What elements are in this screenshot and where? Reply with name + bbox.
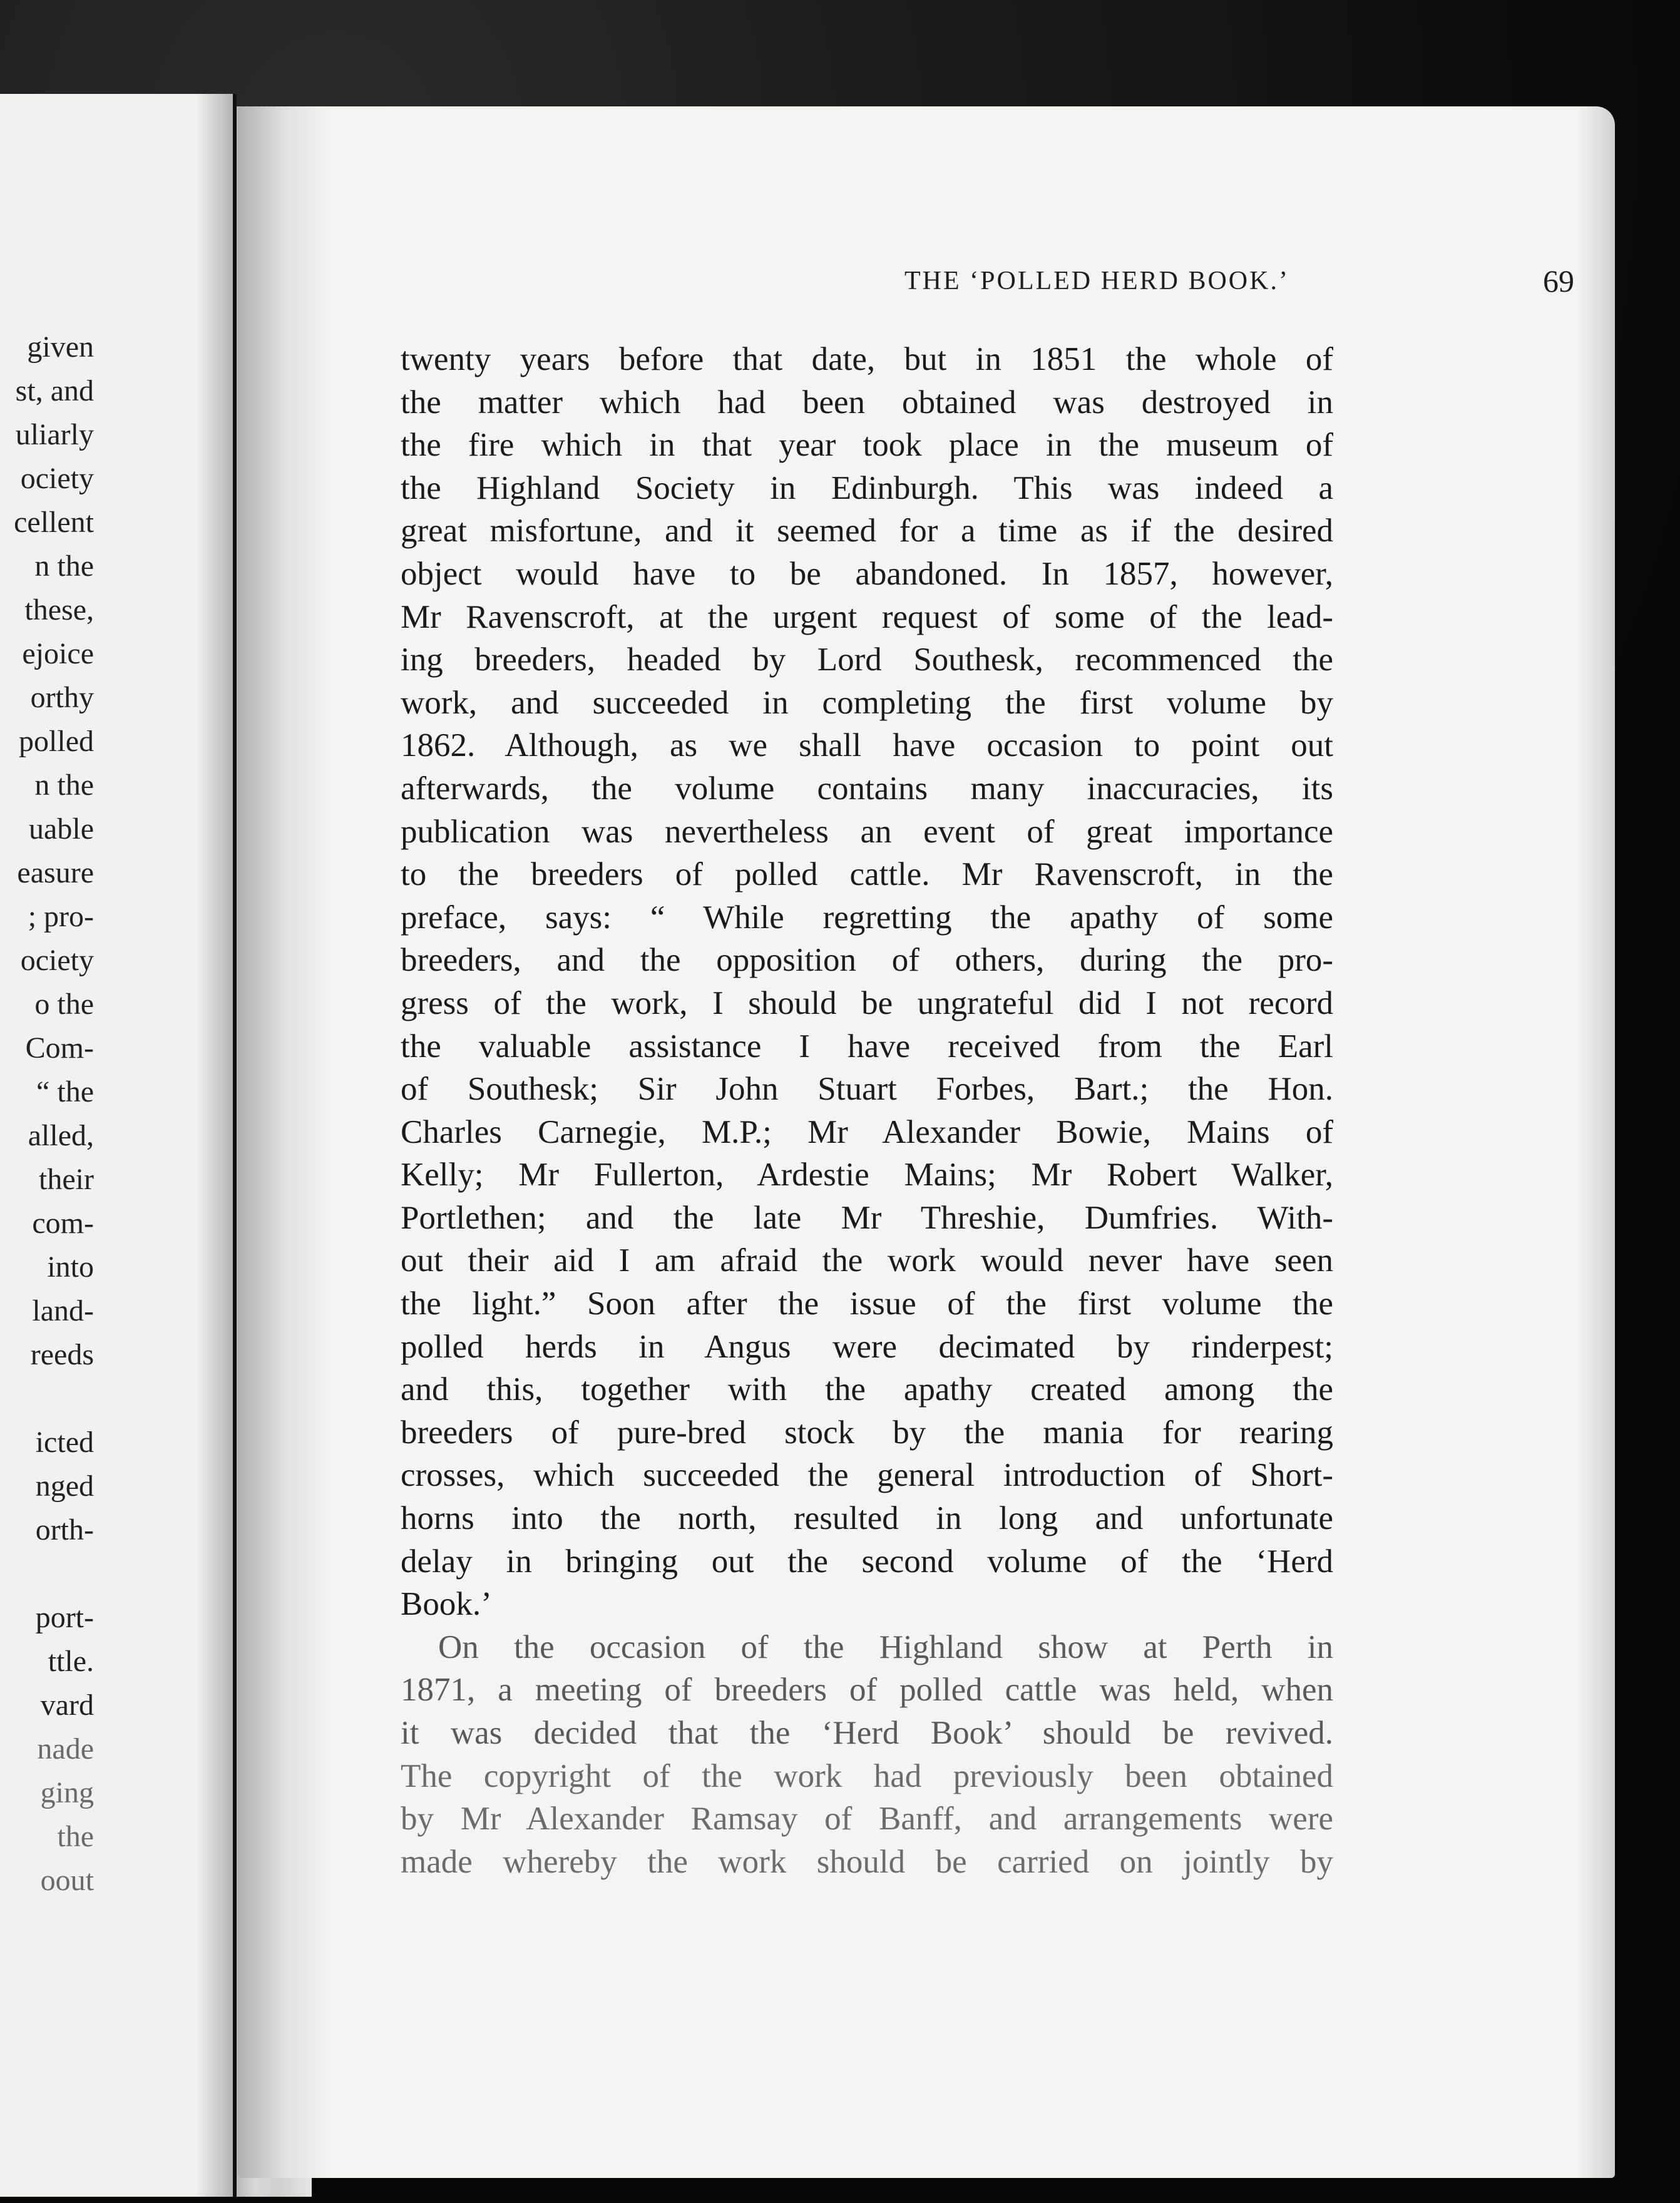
- previous-page-line: ging: [40, 1776, 94, 1809]
- text-line: Book.’: [401, 1586, 492, 1623]
- previous-page-line: [0, 1552, 94, 1596]
- body-text: [401, 338, 1333, 1946]
- text-line: Portlethen; and the late Mr Threshie, Dumfries. With-: [401, 1199, 1333, 1236]
- text-line: 1862. Although, as we shall have occasion to point out: [401, 727, 1333, 764]
- previous-page-line: given: [27, 330, 94, 364]
- text-line: publication was nevertheless an event of great importance: [401, 813, 1333, 850]
- text-line: great misfortune, and it seemed for a time as if the desired: [401, 513, 1333, 549]
- text-line: delay in bringing out the second volume of the ‘Herd: [401, 1543, 1333, 1580]
- text-line: breeders of pure-bred stock by the mania for rearing: [401, 1414, 1333, 1451]
- text-line: made whereby the work should be carried on jointly by: [401, 1843, 1333, 1880]
- current-page-gutter-shade: [238, 106, 332, 2178]
- text-line: out their aid I am afraid the work would never have seen: [401, 1242, 1333, 1279]
- text-line: breeders, and the opposition of others, during the pro-: [401, 942, 1333, 979]
- previous-page-line: icted: [35, 1426, 94, 1459]
- previous-page-line: land-: [32, 1294, 94, 1327]
- text-line: to the breeders of polled cattle. Mr Ravenscroft, in the: [401, 856, 1333, 893]
- previous-page-line: their: [39, 1163, 94, 1196]
- previous-page-line: n the: [34, 769, 94, 802]
- previous-page-line: orth-: [35, 1513, 94, 1546]
- text-line: preface, says: “ While regretting the apathy of some: [401, 899, 1333, 936]
- previous-page-line: these,: [24, 593, 94, 626]
- page-number: 69: [1543, 263, 1574, 299]
- text-line: the fire which in that year took place in the museum of: [401, 427, 1333, 464]
- text-line: it was decided that the ‘Herd Book’ should be revived.: [401, 1715, 1333, 1751]
- text-line: crosses, which succeeded the general introduction of Short-: [401, 1457, 1333, 1494]
- text-line: Kelly; Mr Fullerton, Ardestie Mains; Mr Robert Walker,: [401, 1157, 1333, 1194]
- previous-page-line: vard: [40, 1689, 94, 1722]
- previous-page: [0, 94, 237, 2197]
- current-page-edge-shade: [1577, 106, 1615, 2178]
- text-line: the light.” Soon after the issue of the first volume the: [401, 1286, 1333, 1322]
- text-line: the Highland Society in Edinburgh. This was indeed a: [401, 469, 1333, 506]
- previous-page-line: reeds: [30, 1338, 94, 1371]
- previous-page-line: nade: [37, 1732, 94, 1766]
- text-line: ing breeders, headed by Lord Southesk, recommenced the: [401, 641, 1333, 678]
- previous-page-line: alled,: [28, 1119, 94, 1152]
- previous-page-line: [0, 1377, 94, 1421]
- previous-page-line: easure: [17, 856, 94, 889]
- text-line: twenty years before that date, but in 1851 the whole of: [401, 341, 1333, 377]
- text-line: The copyright of the work had previously been obtained: [401, 1757, 1333, 1794]
- text-line: work, and succeeded in completing the first volume by: [401, 684, 1333, 721]
- previous-page-line: oout: [40, 1864, 94, 1897]
- text-line: Charles Carnegie, M.P.; Mr Alexander Bowie, Mains of: [401, 1113, 1333, 1150]
- text-line: the matter which had been obtained was destroyed in: [401, 384, 1333, 421]
- previous-page-line: polled: [19, 725, 94, 758]
- text-line: On the occasion of the Highland show at Perth in: [438, 1628, 1333, 1665]
- previous-page-line: uliarly: [15, 418, 94, 451]
- text-line: polled herds in Angus were decimated by rinderpest;: [401, 1328, 1333, 1365]
- text-line: of Southesk; Sir John Stuart Forbes, Bart.; the Hon.: [401, 1071, 1333, 1108]
- previous-page-line: o the: [34, 988, 94, 1021]
- previous-page-line: ejoice: [22, 637, 94, 670]
- text-line: object would have to be abandoned. In 1857, however,: [401, 555, 1333, 592]
- text-line: and this, together with the apathy created among the: [401, 1371, 1333, 1408]
- text-line: 1871, a meeting of breeders of polled cattle was held, when: [401, 1672, 1333, 1709]
- previous-page-line: the: [57, 1820, 94, 1853]
- previous-page-line: ; pro-: [28, 900, 94, 933]
- previous-page-shadow: [195, 94, 233, 2197]
- text-line: gress of the work, I should be ungrateful did I not record: [401, 984, 1333, 1021]
- previous-page-line: cellent: [14, 506, 94, 539]
- previous-page-text: [0, 325, 94, 1903]
- text-line: Mr Ravenscroft, at the urgent request of some of the lead-: [401, 598, 1333, 635]
- previous-page-line: port-: [35, 1601, 94, 1634]
- previous-page-line: st, and: [15, 374, 94, 407]
- previous-page-line: n the: [34, 549, 94, 583]
- text-line: the valuable assistance I have received from the Earl: [401, 1028, 1333, 1065]
- previous-page-line: uable: [29, 812, 94, 846]
- previous-page-line: ociety: [20, 944, 94, 977]
- text-line: horns into the north, resulted in long and unfortunate: [401, 1500, 1333, 1537]
- previous-page-line: “ the: [36, 1075, 94, 1108]
- text-line: afterwards, the volume contains many inaccuracies, its: [401, 770, 1333, 807]
- running-head: THE ‘POLLED HERD BOOK.’: [904, 267, 1289, 295]
- previous-page-line: Com-: [25, 1031, 94, 1065]
- previous-page-line: nged: [35, 1470, 94, 1503]
- previous-page-line: ociety: [20, 462, 94, 495]
- previous-page-line: orthy: [30, 681, 94, 714]
- previous-page-line: ttle.: [48, 1645, 94, 1678]
- text-line: by Mr Alexander Ramsay of Banff, and arrangements were: [401, 1801, 1333, 1838]
- previous-page-line: com-: [32, 1207, 94, 1240]
- previous-page-line: into: [47, 1250, 94, 1284]
